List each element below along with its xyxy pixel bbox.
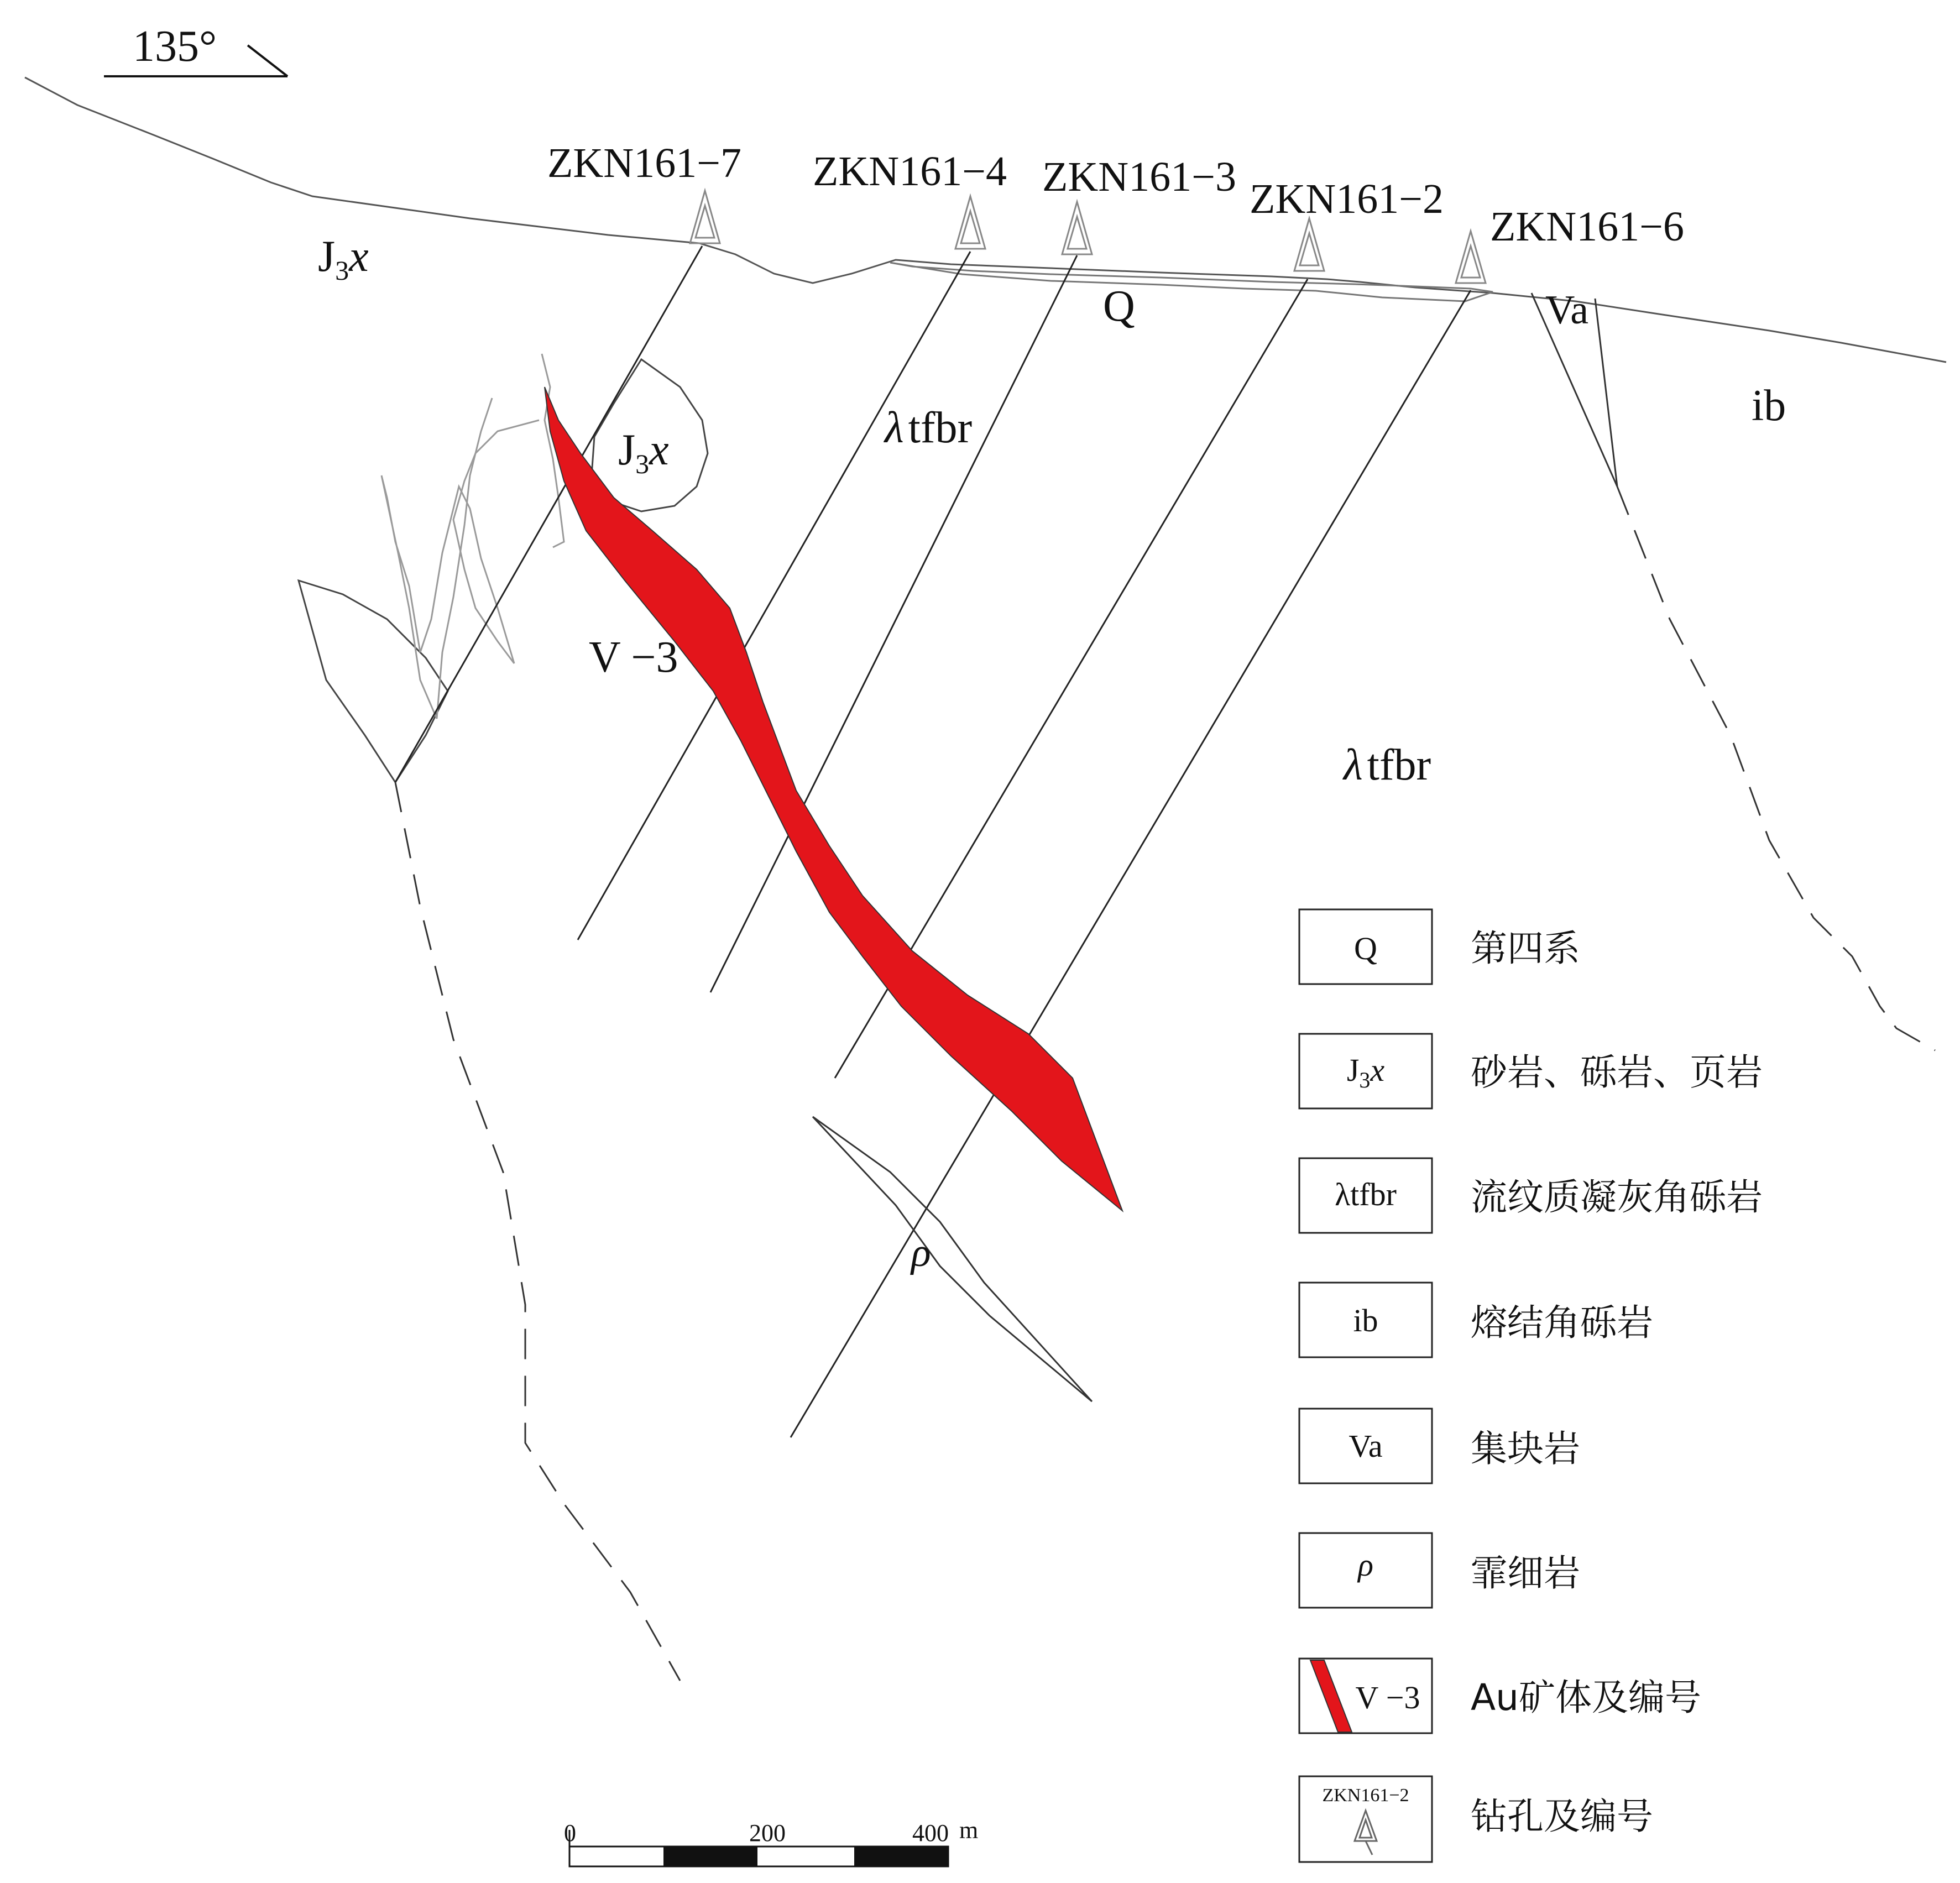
drillhole-trace-zkn161-6	[791, 290, 1471, 1437]
legend-label-drillhole: 钻孔及编号	[1471, 1795, 1653, 1838]
drillhole-label-zkn161-4: ZKN161−4	[813, 148, 1007, 195]
drillhole-trace-zkn161-7	[395, 246, 702, 782]
legend-label-q: 第四系	[1471, 927, 1580, 970]
legend-label-rho: 霏细岩	[1471, 1552, 1580, 1594]
orientation-indicator	[104, 22, 288, 76]
scale-unit: m	[959, 1817, 979, 1844]
legend-item	[1299, 1034, 1763, 1108]
legend-item	[1299, 1409, 1580, 1483]
label-j3x-left: $J_3x$	[318, 232, 369, 286]
legend	[1299, 909, 1763, 1862]
drillhole-marker-zkn161-2	[1294, 218, 1324, 271]
rho-dike	[813, 1117, 1092, 1401]
left-lens-body	[299, 580, 448, 782]
label-j3x-inset: $J_3x$	[618, 426, 669, 479]
legend-symbol-orebody: V −3	[1355, 1680, 1420, 1715]
label-ib: ib	[1752, 381, 1786, 430]
legend-label-orebody: Au矿体及编号	[1471, 1676, 1701, 1719]
va-wedge	[1532, 293, 1935, 1050]
scale-tick-400: 400	[912, 1819, 949, 1847]
legend-label-va: 集块岩	[1471, 1427, 1580, 1470]
label-rho: ρ	[911, 1230, 931, 1275]
drillhole-label-zkn161-6: ZKN161−6	[1490, 203, 1685, 250]
quaternary-cover	[890, 263, 1493, 301]
legend-item	[1299, 1283, 1653, 1357]
scale-tick-0: 0	[564, 1819, 576, 1847]
scale-tick-200: 200	[749, 1819, 786, 1847]
label-va: Va	[1545, 287, 1589, 333]
drillhole-label-zkn161-2: ZKN161−2	[1250, 176, 1444, 222]
label-q: Q	[1103, 282, 1135, 331]
legend-symbol-ib: ib	[1353, 1303, 1378, 1338]
orientation-label: 135°	[133, 22, 217, 71]
legend-symbol-q: Q	[1354, 930, 1377, 966]
legend-symbol-j3x: $J_3x$	[1346, 1052, 1385, 1092]
label-ltfbr-mid: λ tfbr	[1344, 741, 1431, 789]
label-ltfbr-upper: λ tfbr	[885, 404, 973, 452]
orientation-arrow-line	[248, 45, 288, 76]
drillhole-marker-zkn161-6	[1456, 231, 1486, 283]
legend-symbol-rho: ρ	[1358, 1547, 1373, 1583]
legend-item	[1299, 1659, 1701, 1733]
label-orebody-v3: V −3	[589, 633, 678, 682]
drillhole-label-zkn161-3: ZKN161−3	[1042, 154, 1237, 200]
legend-item	[1299, 1776, 1653, 1862]
legend-label-j3x: 砂岩、砾岩、页岩	[1471, 1051, 1763, 1094]
legend-symbol-ltfbr: λtfbr	[1335, 1176, 1397, 1212]
drillhole-marker-zkn161-4	[955, 196, 985, 249]
drillhole-marker-zkn161-7	[690, 191, 720, 243]
drillhole-marker-zkn161-3	[1062, 202, 1092, 254]
legend-item	[1299, 909, 1580, 984]
drillhole-label-zkn161-7: ZKN161−7	[547, 140, 742, 186]
legend-symbol-drillhole: ZKN161−2	[1322, 1785, 1409, 1806]
scale-bar	[564, 1817, 978, 1866]
legend-item	[1299, 1533, 1580, 1608]
legend-label-ib: 熔结角砾岩	[1471, 1301, 1653, 1344]
left-boundary-fault	[395, 782, 680, 1681]
drillhole-trace-zkn161-3	[710, 255, 1077, 992]
au-orebody-v3	[545, 387, 1122, 1211]
legend-item	[1299, 1158, 1763, 1233]
legend-symbol-va: Va	[1349, 1428, 1383, 1464]
legend-label-ltfbr: 流纹质凝灰角砾岩	[1471, 1176, 1763, 1218]
